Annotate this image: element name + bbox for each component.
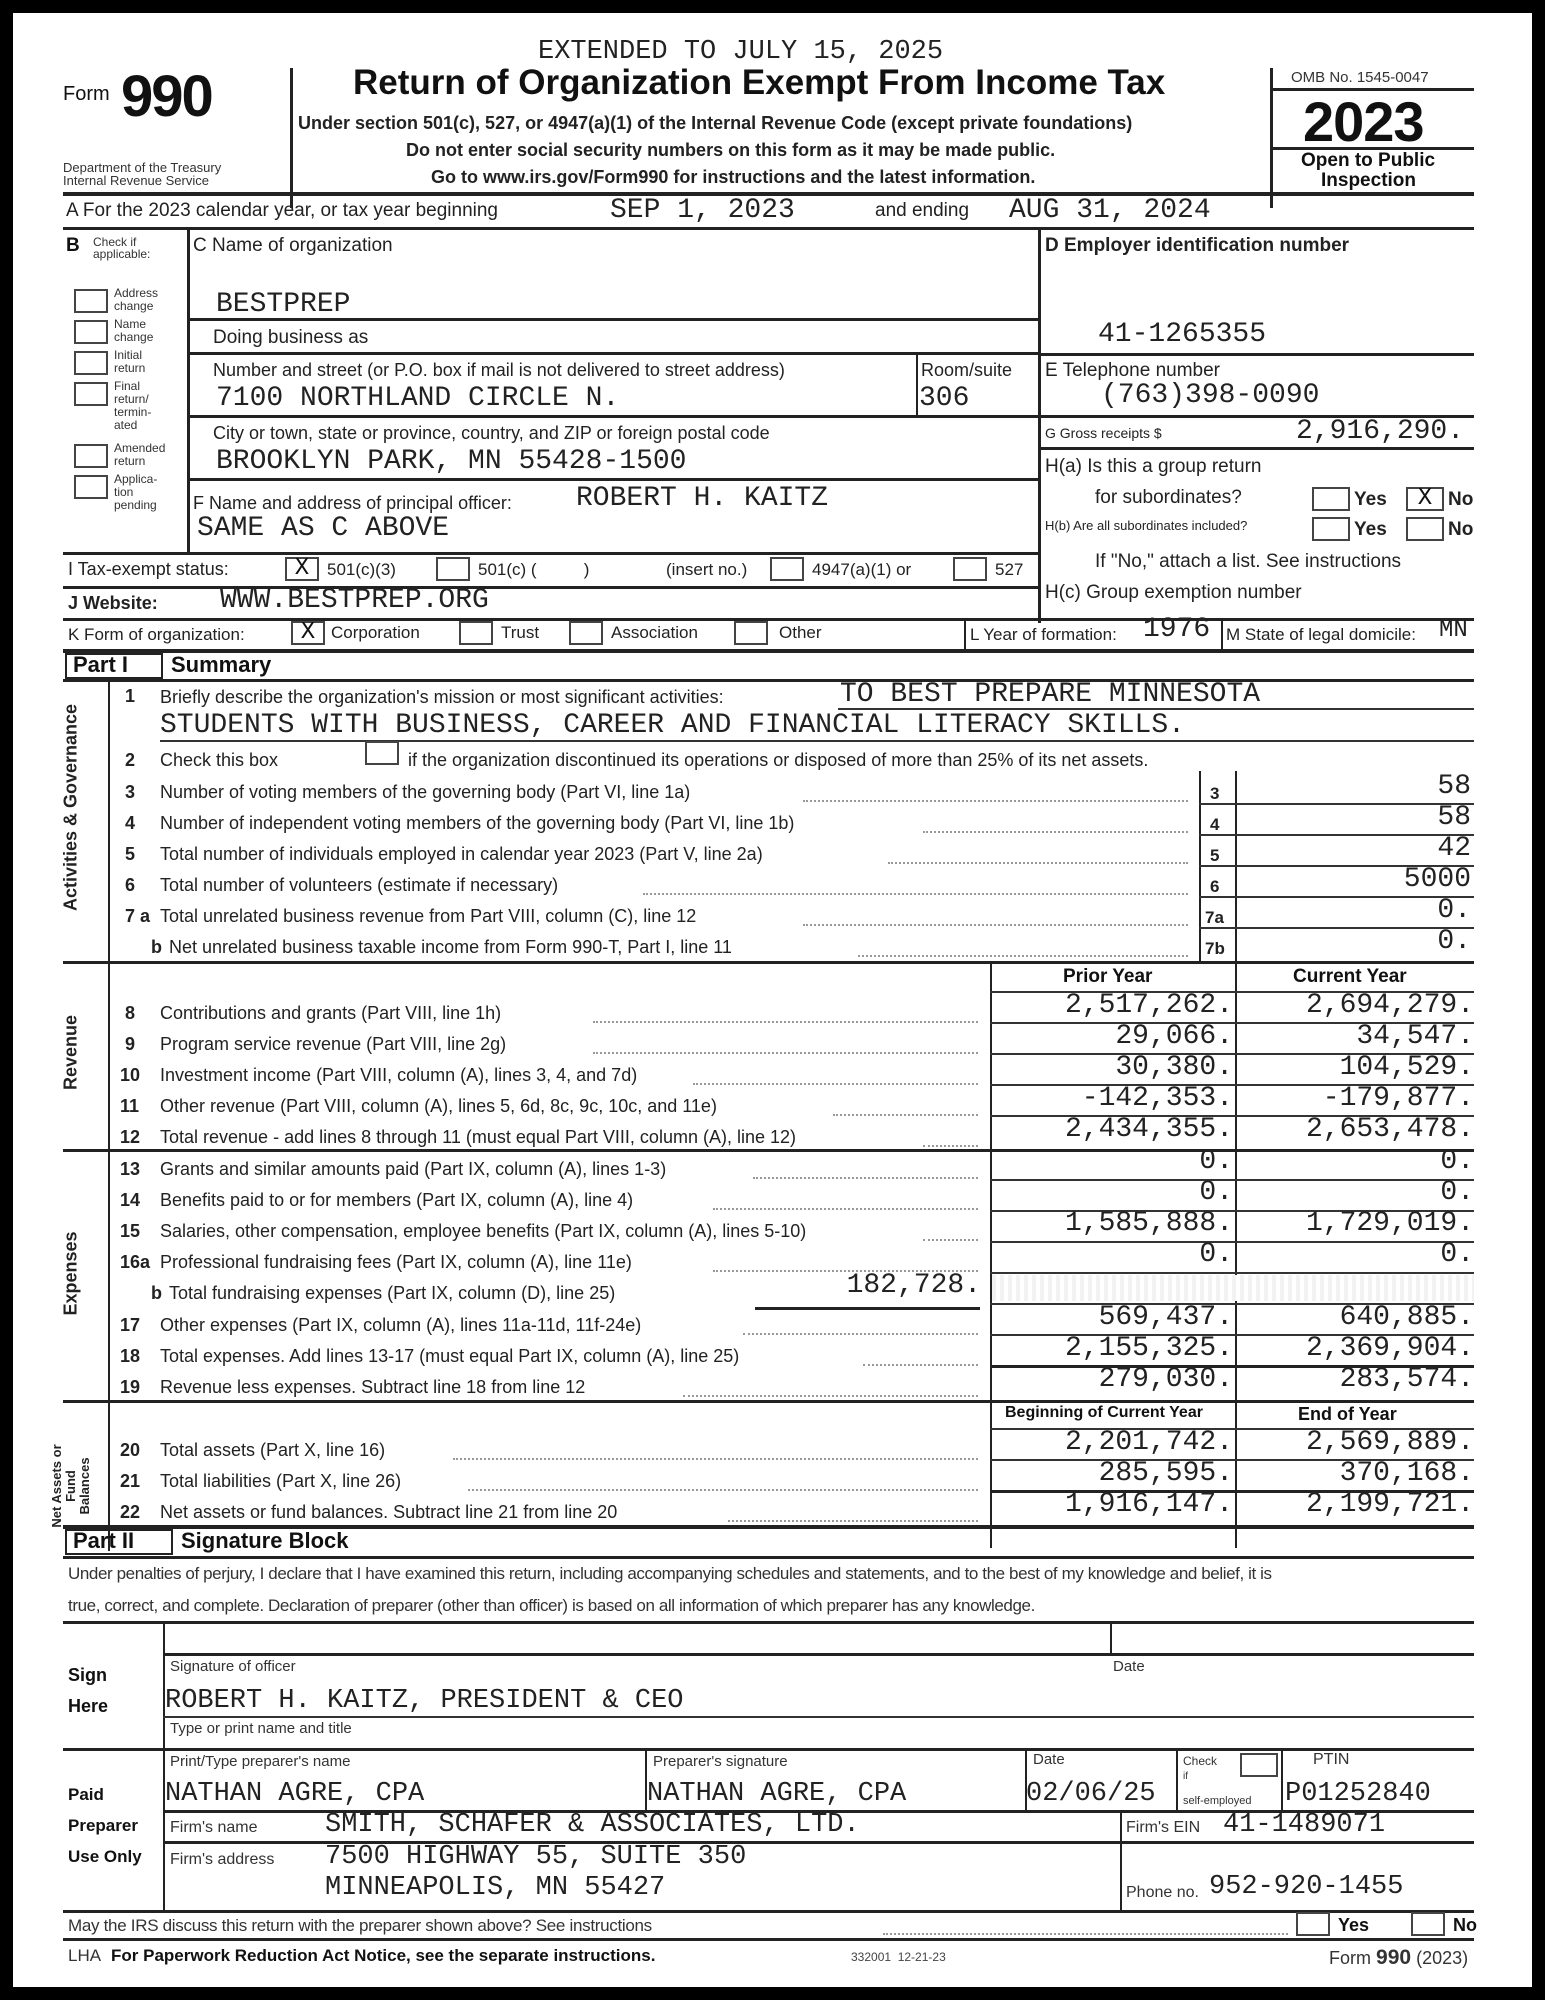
- 4947-checkbox[interactable]: [770, 557, 804, 581]
- phone-label: Phone no.: [1126, 1884, 1199, 1901]
- gross-receipts-value: 2,916,290.: [1296, 416, 1465, 447]
- city-state-zip: BROOKLYN PARK, MN 55428-1500: [216, 446, 687, 477]
- form-label: Form: [63, 83, 110, 105]
- dba-label: Doing business as: [213, 327, 369, 348]
- firm-phone: 952-920-1455: [1209, 1872, 1404, 1902]
- website-value[interactable]: WWW.BESTPREP.ORG: [220, 585, 489, 616]
- officer-signature-field[interactable]: [165, 1625, 1110, 1650]
- ptin-value: P01252840: [1285, 1779, 1431, 1809]
- tax-year-begin: SEP 1, 2023: [610, 195, 795, 226]
- revenue-label: Revenue: [60, 1014, 81, 1091]
- principal-officer-name: ROBERT H. KAITZ: [576, 483, 829, 514]
- voting-members-value: 58: [1437, 771, 1471, 802]
- ein-value: 41-1265355: [1098, 319, 1267, 350]
- inspection: Inspection: [1321, 170, 1417, 191]
- part2-title: Signature Block: [181, 1528, 349, 1553]
- firm-ein: 41-1489071: [1223, 1810, 1386, 1840]
- total-fundraising-value: 182,728.: [846, 1270, 981, 1301]
- address-change-checkbox[interactable]: [74, 289, 108, 313]
- domicile-value: MN: [1439, 617, 1468, 644]
- total-expenses-prior: 2,155,325.: [1064, 1333, 1233, 1364]
- website-label: J Website:: [68, 593, 158, 613]
- instructions-notice: Go to www.irs.gov/Form990 for instructions and the latest information.: [431, 167, 1036, 187]
- group-return-no-checkbox[interactable]: X: [1406, 487, 1444, 511]
- section-b-letter: B: [66, 235, 80, 256]
- form-subtitle: Under section 501(c), 527, or 4947(a)(1) of the Internal Revenue Code (except private foundations): [298, 113, 1133, 133]
- initial-return-checkbox[interactable]: [74, 351, 108, 375]
- room-label: Room/suite: [921, 360, 1013, 380]
- preparer-name-label: Print/Type preparer's name: [170, 1753, 351, 1770]
- total-revenue-current: 2,653,478.: [1305, 1114, 1474, 1145]
- city-label: City or town, state or province, country, and ZIP or foreign postal code: [213, 423, 770, 443]
- group-return-label: H(a) Is this a group return: [1045, 456, 1262, 477]
- firm-name-label: Firm's name: [170, 1819, 258, 1836]
- unrelated-taxable-income-value: 0.: [1437, 926, 1471, 957]
- part1-title: Summary: [171, 652, 272, 677]
- group-exemption-label: H(c) Group exemption number: [1045, 582, 1302, 603]
- perjury-statement-2: true, correct, and complete. Declaration of preparer (other than officer) is based on all information of which preparer has any knowledge.: [68, 1596, 1035, 1615]
- gross-receipts-label: G Gross receipts $: [1045, 425, 1162, 441]
- org-name: BESTPREP: [216, 289, 351, 320]
- corporation-checkbox[interactable]: X: [291, 621, 325, 645]
- total-revenue-prior: 2,434,355.: [1064, 1114, 1233, 1145]
- prior-year-header: Prior Year: [1063, 966, 1153, 987]
- firm-address-line2: MINNEAPOLIS, MN 55427: [325, 1873, 666, 1903]
- perjury-statement-1: Under penalties of perjury, I declare that I have examined this return, including accompanying schedules and statements, and to the best of my knowledge and belief, it is: [68, 1564, 1272, 1583]
- total-expenses-current: 2,369,904.: [1305, 1333, 1474, 1364]
- irs-discuss-yes-checkbox[interactable]: [1296, 1912, 1330, 1936]
- mission-line2: STUDENTS WITH BUSINESS, CAREER AND FINANCIAL LITERACY SKILLS.: [160, 710, 1185, 741]
- tax-exempt-label: I Tax-exempt status:: [68, 559, 229, 579]
- paperwork-notice: For Paperwork Reduction Act Notice, see the separate instructions.: [111, 1946, 656, 1965]
- open-to-public: Open to Public: [1301, 150, 1436, 171]
- tax-year: 2023: [1303, 90, 1424, 153]
- form-title: Return of Organization Exempt From Income Tax: [353, 63, 1166, 102]
- preparer-name: NATHAN AGRE, CPA: [165, 1779, 425, 1809]
- use-only-label: Use Only: [68, 1847, 142, 1866]
- final-return-checkbox[interactable]: [74, 382, 108, 406]
- other-org-checkbox[interactable]: [734, 621, 768, 645]
- year-formation-value: 1976: [1143, 614, 1211, 645]
- here-label: Here: [68, 1696, 109, 1716]
- subordinates-yes-checkbox[interactable]: [1312, 517, 1350, 541]
- form-of-org-label: K Form of organization:: [68, 625, 245, 644]
- form-number: 990: [121, 64, 212, 129]
- preparer-date-label: Date: [1033, 1751, 1065, 1768]
- room-suite: 306: [919, 383, 970, 414]
- ein-label: D Employer identification number: [1045, 235, 1350, 256]
- org-name-label: C Name of organization: [193, 235, 393, 256]
- telephone-value: (763)398-0090: [1101, 380, 1320, 411]
- signature-officer-label: Signature of officer: [170, 1658, 296, 1675]
- net-assets-label: Net Assets or Fund Balances: [49, 1444, 92, 1528]
- name-change-checkbox[interactable]: [74, 320, 108, 344]
- mission-label: Briefly describe the organization's mission or most significant activities:: [160, 687, 724, 707]
- principal-officer-label: F Name and address of principal officer:: [193, 493, 512, 513]
- self-employed-checkbox[interactable]: [1240, 1753, 1278, 1777]
- form-990-page: EXTENDED TO JULY 15, 2025 Form 990 Department of the Treasury Internal Revenue Service Return of Organization Exempt From Income Tax Under section 501(c), 527, or 4947(a)(1) of the Internal Revenue Code (except private foundations) Do not enter social security numbers on this form as it may be made public. Go to www.irs.gov/Form990 for instructions and the latest information. OMB No. 1545-0047 2023 Open to Public Inspection A For the 2023 calendar year, or tax year beginning SEP 1, 2023 and ending AUG 31, 2024 B Check if applicable: Address change Name change Initial return Final return/ termin-ated Amended return Applica- tion pending C Name of organization BESTPREP Doing business as Number and street (or P.O. box if mail is not delivered to street address) 7100 NORTHLAND CIRCLE N. Room/suite 306 City or town, state or province, country, and ZIP or foreign postal code BROOKLYN PARK, MN 55428-1500 F Name and address of principal officer: ROBERT H. KAITZ SAME AS C ABOVE D Employer identification number 41-1265355 E Telephone number (763)398-0090 G Gross receipts $ 2,916,290. H(a) Is this a group return for subordinates? Yes X No H(b) Are all subordinates included? Yes No If "No," attach a list. See instructions H(c) Group exemption number I Tax-exempt status: X 501(c)(3) 501(c) ( ) (insert no.) 4947(a)(1) or 527 J Website: WWW.BESTPREP.ORG K Form of organization: X Corporation Trust Association Other L Year of formation: 1976 M State of legal domicile: MN Part I Summary Activities & Governance Revenue Expenses Net Assets or Fund Balances 1 Briefly describe the organization's mission or most significant activities: TO BEST PREPARE MINNESOTA STUDENTS WITH BUSINESS, CAREER AND FINANCIAL LITERACY SKILLS. 2 Check this box if the organization discontinued its operations or disposed of more than 25% of its net assets. 3 Number of voting members of the governing body (Part VI, line 1a) 3 58 4 Number of independent voting members of the governing body (Part VI, line 1b) 4 58 5 Total number of individuals employed in calendar year 2023 (Part V, line 2a) 5 42 6 Total number of volunteers (estimate if necessary) 6 5000 7 a Total unrelated business revenue from Part VIII, column (C), line 12 7a 0. b Net unrelated business taxable income from Form 990-T, Part I, line 11 7b 0. Prior Year Current Year 8 Contributions and grants (Part VIII, line 1h) 2,517,262. 2,694,279. 9 Program service revenue (Part VIII, line 2g) 29,066. 34,547. 10 Investment income (Part VIII, column (A), lines 3, 4, and 7d) 30,380. 104,529. 11 Other revenue (Part VIII, column (A), lines 5, 6d, 8c, 9c, 10c, and 11e) -142,353. -179,877. 12 Total revenue - add lines 8 through 11 (must equal Part VIII, column (A), line 12) 2,434,355. 2,653,478. 13 Grants and similar amounts paid (Part IX, column (A), lines 1-3) 0. 0. 14 Benefits paid to or for members (Part IX, column (A), line 4) 0. 0. 15 Salaries, other compensation, employee benefits (Part IX, column (A), lines 5-10) 1,585,888. 1,729,019. 16a Professional fundraising fees (Part IX, column (A), line 11e) 0. 0. b Total fundraising expenses (Part IX, column (D), line 25) 182,728. 17 Other expenses (Part IX, column (A), lines 11a-11d, 11f-24e) 569,437. 640,885. 18 Total expenses. Add lines 13-17 (must equal Part IX, column (A), line 25) 2,155,325. 2,369,904. 19 Revenue less expenses. Subtract line 18 from line 12 279,030. 283,574. Beginning of Current Year End of Year 20 Total assets (Part X, line 16) 2,201,742. 2,569,889. 21 Total liabilities (Part X, line 26) 285,595. 370,168. 22 Net assets or fund balances. Subtract line 21 from line 20 1,916,147. 2,199,721. Part II Signature Block Under penalties of perjury, I declare that I have examined this return, including accompanying schedules and statements, and to the best of my knowledge and belief, it is true, correct, and complete. Declaration of preparer (other than officer) is based on all information of which preparer has any knowledge. Sign Here Signature of officer Date ROBERT H. KAITZ, PRESIDENT & CEO Type or print name and title Paid Preparer Use Only Print/Type preparer's name NATHAN AGRE, CPA Preparer's signature NATHAN AGRE, CPA Date 02/06/25 Check if self-employed PTIN P01252840 Firm's name SMITH, SCHAFER & ASSOCIATES, LTD. Firm's EIN 41-1489071 Firm's address 7500 HIGHWAY 55, SUITE 350 MINNEAPOLIS, MN 55427 Phone no. 952-920-1455 May the IRS discuss this return with the preparer shown above? See instructions Yes No LHA For Paperwork Reduction Act Notice, see the separate instructions. 332001 12-21-23 Form 990 (2023): [13, 13, 1532, 1987]
- attach-list-note: If "No," attach a list. See instructions: [1095, 551, 1402, 572]
- beginning-year-header: Beginning of Current Year: [1005, 1404, 1203, 1421]
- association-checkbox[interactable]: [569, 621, 603, 645]
- preparer-signature-label: Preparer's signature: [653, 1753, 788, 1770]
- activities-governance-label: Activities & Governance: [60, 703, 81, 912]
- dept-line2: Internal Revenue Service: [63, 173, 209, 188]
- firm-ein-label: Firm's EIN: [1126, 1819, 1201, 1836]
- discontinued-operations-checkbox[interactable]: [365, 741, 399, 765]
- officer-date-field[interactable]: [1113, 1625, 1473, 1650]
- officer-name-title: ROBERT H. KAITZ, PRESIDENT & CEO: [165, 1686, 684, 1716]
- amended-return-checkbox[interactable]: [74, 444, 108, 468]
- extension-note: EXTENDED TO JULY 15, 2025: [538, 37, 944, 67]
- omb-number: OMB No. 1545-0047: [1291, 69, 1429, 86]
- irs-discuss-no-checkbox[interactable]: [1411, 1912, 1445, 1936]
- 501c3-checkbox[interactable]: X: [285, 557, 319, 581]
- independent-members-value: 58: [1437, 802, 1471, 833]
- firm-address-line1: 7500 HIGHWAY 55, SUITE 350: [325, 1842, 747, 1872]
- part1-label: Part I: [73, 652, 129, 677]
- 501c-other-checkbox[interactable]: [436, 557, 470, 581]
- unrelated-revenue-value: 0.: [1437, 895, 1471, 926]
- principal-officer-address: SAME AS C ABOVE: [197, 513, 450, 544]
- ssn-notice: Do not enter social security numbers on this form as it may be made public.: [406, 140, 1056, 160]
- irs-discuss-question: May the IRS discuss this return with the preparer shown above? See instructions: [68, 1916, 652, 1935]
- subordinates-no-checkbox[interactable]: [1406, 517, 1444, 541]
- header-divider-left: [290, 68, 293, 208]
- telephone-label: E Telephone number: [1045, 360, 1220, 381]
- preparer-date: 02/06/25: [1026, 1779, 1156, 1809]
- firm-address-label: Firm's address: [170, 1851, 275, 1868]
- type-name-label: Type or print name and title: [170, 1720, 352, 1737]
- volunteers-value: 5000: [1403, 864, 1471, 895]
- preparer-label: Preparer: [68, 1816, 138, 1835]
- application-pending-checkbox[interactable]: [74, 475, 108, 499]
- employees-value: 42: [1437, 833, 1471, 864]
- paid-label: Paid: [68, 1785, 104, 1804]
- street-address: 7100 NORTHLAND CIRCLE N.: [216, 383, 620, 414]
- 527-checkbox[interactable]: [953, 557, 987, 581]
- year-formation-label: L Year of formation:: [970, 625, 1117, 644]
- footer-form-id: Form 990 (2023): [1329, 1946, 1469, 1969]
- preparer-signature: NATHAN AGRE, CPA: [647, 1779, 907, 1809]
- street-label: Number and street (or P.O. box if mail is not delivered to street address): [213, 360, 785, 380]
- part2-label: Part II: [73, 1528, 135, 1553]
- tax-year-end: AUG 31, 2024: [1009, 195, 1211, 226]
- group-return-yes-checkbox[interactable]: [1312, 487, 1350, 511]
- current-year-header: Current Year: [1293, 966, 1407, 987]
- signature-date-label: Date: [1113, 1658, 1145, 1675]
- and-ending-label: and ending: [875, 200, 970, 221]
- expenses-label: Expenses: [60, 1231, 81, 1316]
- firm-name: SMITH, SCHAFER & ASSOCIATES, LTD.: [325, 1810, 860, 1840]
- shaded-cell: [992, 1275, 1474, 1301]
- subordinates-included-label: H(b) Are all subordinates included?: [1045, 518, 1248, 533]
- mission-line1: TO BEST PREPARE MINNESOTA: [840, 679, 1261, 710]
- lha-label: LHA: [68, 1946, 102, 1965]
- dept-line1: Department of the Treasury: [63, 160, 222, 175]
- ptin-label: PTIN: [1313, 1751, 1350, 1768]
- sign-label: Sign: [68, 1665, 107, 1685]
- form-code: 332001 12-21-23: [851, 1950, 946, 1964]
- end-year-header: End of Year: [1298, 1404, 1397, 1424]
- trust-checkbox[interactable]: [459, 621, 493, 645]
- domicile-label: M State of legal domicile:: [1226, 625, 1416, 644]
- line-a-label: A For the 2023 calendar year, or tax year beginning: [66, 200, 498, 221]
